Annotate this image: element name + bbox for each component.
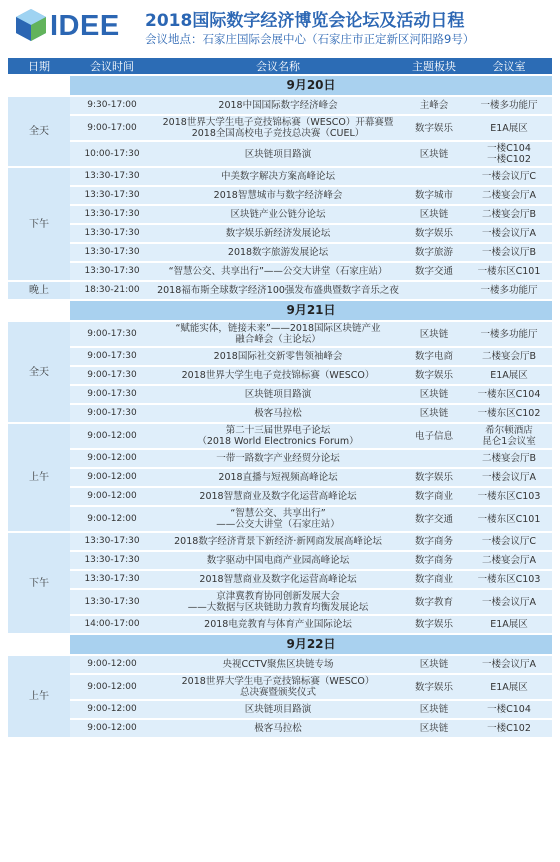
session-room: 一楼多功能厅 [466, 282, 552, 299]
table-row [8, 533, 552, 550]
session-theme [402, 168, 466, 185]
session-theme: 区块链 [402, 720, 466, 737]
session-theme: 数字电商 [402, 348, 466, 365]
schedule-table [8, 56, 552, 739]
session-theme: 数字旅游 [402, 244, 466, 261]
date-row [8, 635, 552, 654]
session-theme: 数字娱乐 [402, 225, 466, 242]
session-room: 二楼宴会厅B [466, 206, 552, 223]
table-row [8, 225, 552, 242]
session-time: 13:30-17:30 [70, 187, 154, 204]
session-time: 13:30-17:30 [70, 263, 154, 280]
session-room: 一楼东区C101 [466, 507, 552, 531]
column-header: 日期 [8, 58, 70, 74]
session-time: 13:30-17:30 [70, 244, 154, 261]
table-row [8, 367, 552, 384]
table-row [8, 590, 552, 614]
session-name: 中美数字解决方案高峰论坛 [154, 168, 402, 185]
table-row [8, 322, 552, 346]
session-room: 一楼C102 [466, 720, 552, 737]
session-theme [402, 282, 466, 299]
session-time: 9:00-12:00 [70, 469, 154, 486]
session-time: 9:00-12:00 [70, 675, 154, 699]
table-row [8, 386, 552, 403]
session-name: 区块链产业公链分论坛 [154, 206, 402, 223]
session-name: 数字娱乐新经济发展论坛 [154, 225, 402, 242]
date-row [8, 76, 552, 95]
segment-label: 晚上 [8, 282, 70, 299]
session-name: 2018世界大学生电子竞技锦标赛（WESCO） [154, 367, 402, 384]
session-time: 9:00-17:30 [70, 322, 154, 346]
session-room: 二楼宴会厅B [466, 348, 552, 365]
session-room: 一楼会议厅A [466, 469, 552, 486]
session-name: 区块链项目路演 [154, 386, 402, 403]
session-room: 一楼多功能厅 [466, 97, 552, 114]
session-name: 2018福布斯全球数字经济100强发布盛典暨数字音乐之夜 [154, 282, 402, 299]
table-row [8, 187, 552, 204]
session-room: 二楼宴会厅A [466, 187, 552, 204]
date-label: 9月20日 [70, 76, 552, 95]
table-row [8, 507, 552, 531]
session-time: 9:00-17:00 [70, 116, 154, 140]
table-row [8, 405, 552, 422]
column-header: 会议名称 [154, 58, 402, 74]
session-time: 9:00-12:00 [70, 450, 154, 467]
date-row [8, 301, 552, 320]
session-room: E1A展区 [466, 116, 552, 140]
session-theme: 数字交通 [402, 507, 466, 531]
spacer [8, 301, 70, 320]
session-time: 9:00-12:00 [70, 507, 154, 531]
session-theme: 数字城市 [402, 187, 466, 204]
session-name: 2018直播与短视频高峰论坛 [154, 469, 402, 486]
session-time: 13:30-17:30 [70, 552, 154, 569]
session-name: 2018中国国际数字经济峰会 [154, 97, 402, 114]
page-title: 2018国际数字经济博览会论坛及活动日程 [145, 11, 465, 31]
session-theme: 数字娱乐 [402, 616, 466, 633]
session-time: 9:00-12:00 [70, 656, 154, 673]
session-room: 一楼多功能厅 [466, 322, 552, 346]
session-theme: 数字教育 [402, 590, 466, 614]
table-row [8, 450, 552, 467]
schedule-body [8, 76, 552, 737]
session-time: 9:00-17:30 [70, 367, 154, 384]
table-row [8, 616, 552, 633]
table-row [8, 424, 552, 448]
table-row [8, 656, 552, 673]
session-time: 13:30-17:30 [70, 225, 154, 242]
session-time: 9:30-17:00 [70, 97, 154, 114]
session-time: 9:00-12:00 [70, 720, 154, 737]
session-time: 13:30-17:30 [70, 533, 154, 550]
session-time: 9:00-12:00 [70, 701, 154, 718]
session-name: 2018国际社交新零售领袖峰会 [154, 348, 402, 365]
session-name: 数字驱动中国电商产业园高峰论坛 [154, 552, 402, 569]
table-row [8, 488, 552, 505]
session-room: 一楼会议厅B [466, 244, 552, 261]
session-room: 一楼东区C103 [466, 571, 552, 588]
session-time: 10:00-17:30 [70, 142, 154, 166]
session-theme: 数字娱乐 [402, 469, 466, 486]
segment-label: 全天 [8, 322, 70, 422]
session-name: 极客马拉松 [154, 720, 402, 737]
spacer [8, 76, 70, 95]
session-theme: 数字商业 [402, 571, 466, 588]
session-room: 一楼C104 一楼C102 [466, 142, 552, 166]
session-time: 9:00-17:30 [70, 348, 154, 365]
session-time: 13:30-17:30 [70, 571, 154, 588]
session-theme: 区块链 [402, 405, 466, 422]
column-header: 会议室 [466, 58, 552, 74]
table-row [8, 720, 552, 737]
session-name: 2018世界大学生电子竞技锦标赛（WESCO）开幕赛暨 2018全国高校电子竞技总决赛（CUEL） [154, 116, 402, 140]
session-theme: 区块链 [402, 656, 466, 673]
column-header: 主题板块 [402, 58, 466, 74]
session-time: 9:00-12:00 [70, 488, 154, 505]
session-room: 一楼东区C102 [466, 405, 552, 422]
session-theme: 区块链 [402, 142, 466, 166]
session-name: 2018智慧商业及数字化运营高峰论坛 [154, 571, 402, 588]
table-row [8, 97, 552, 114]
session-name: “赋能实体，链接未来”——2018国际区块链产业 融合峰会（主论坛） [154, 322, 402, 346]
session-name: 2018数字旅游发展论坛 [154, 244, 402, 261]
table-row [8, 116, 552, 140]
session-name: “智慧公交、共享出行”——公交大讲堂（石家庄站） [154, 263, 402, 280]
session-theme: 区块链 [402, 701, 466, 718]
table-row [8, 263, 552, 280]
session-time: 13:30-17:30 [70, 206, 154, 223]
session-room: 一楼东区C101 [466, 263, 552, 280]
session-theme: 数字交通 [402, 263, 466, 280]
session-room: 一楼会议厅C [466, 168, 552, 185]
session-name: 区块链项目路演 [154, 701, 402, 718]
table-row [8, 206, 552, 223]
session-theme: 数字商务 [402, 552, 466, 569]
table-row [8, 282, 552, 299]
session-name: 一带一路数字产业经贸分论坛 [154, 450, 402, 467]
session-theme: 区块链 [402, 206, 466, 223]
table-row [8, 701, 552, 718]
date-label: 9月22日 [70, 635, 552, 654]
session-theme: 数字娱乐 [402, 367, 466, 384]
session-time: 13:30-17:30 [70, 590, 154, 614]
table-row [8, 348, 552, 365]
spacer [8, 635, 70, 654]
segment-label: 下午 [8, 168, 70, 280]
table-row [8, 675, 552, 699]
session-room: 一楼东区C104 [466, 386, 552, 403]
segment-label: 上午 [8, 656, 70, 737]
session-time: 18:30-21:00 [70, 282, 154, 299]
session-room: 一楼会议厅A [466, 590, 552, 614]
session-theme: 主峰会 [402, 97, 466, 114]
session-name: 2018智慧商业及数字化运营高峰论坛 [154, 488, 402, 505]
session-theme: 数字商业 [402, 488, 466, 505]
table-header-row [8, 58, 552, 74]
segment-label: 下午 [8, 533, 70, 633]
session-name: 极客马拉松 [154, 405, 402, 422]
session-room: 二楼宴会厅A [466, 552, 552, 569]
venue-text: 会议地点：石家庄国际会展中心（石家庄市正定新区河阳路9号） [145, 32, 475, 46]
session-time: 14:00-17:00 [70, 616, 154, 633]
session-name: “智慧公交、共享出行” ——公交大讲堂（石家庄站） [154, 507, 402, 531]
table-row [8, 244, 552, 261]
session-name: 2018智慧城市与数字经济峰会 [154, 187, 402, 204]
session-name: 2018电竞教育与体育产业国际论坛 [154, 616, 402, 633]
session-theme: 数字娱乐 [402, 116, 466, 140]
session-room: 一楼会议厅A [466, 225, 552, 242]
session-room: E1A展区 [466, 367, 552, 384]
session-room: 希尔顿酒店 昆仑1会议室 [466, 424, 552, 448]
date-label: 9月21日 [70, 301, 552, 320]
session-name: 第二十三届世界电子论坛 （2018 World Electronics Forum） [154, 424, 402, 448]
table-row [8, 571, 552, 588]
table-row [8, 469, 552, 486]
session-time: 13:30-17:30 [70, 168, 154, 185]
session-room: 一楼会议厅C [466, 533, 552, 550]
session-time: 9:00-12:00 [70, 424, 154, 448]
session-room: 一楼会议厅A [466, 656, 552, 673]
segment-label: 上午 [8, 424, 70, 531]
column-header: 会议时间 [70, 58, 154, 74]
idee-logo-icon [14, 8, 48, 42]
session-name: 2018数字经济背景下新经济·新网商发展高峰论坛 [154, 533, 402, 550]
session-room: E1A展区 [466, 616, 552, 633]
session-theme: 电子信息 [402, 424, 466, 448]
session-room: E1A展区 [466, 675, 552, 699]
table-row [8, 142, 552, 166]
session-theme: 数字娱乐 [402, 675, 466, 699]
session-room: 二楼宴会厅B [466, 450, 552, 467]
page-header [0, 0, 560, 52]
session-theme: 数字商务 [402, 533, 466, 550]
segment-label: 全天 [8, 97, 70, 166]
session-name: 2018世界大学生电子竞技锦标赛（WESCO） 总决赛暨颁奖仪式 [154, 675, 402, 699]
table-row [8, 168, 552, 185]
session-room: 一楼东区C103 [466, 488, 552, 505]
session-theme [402, 450, 466, 467]
session-name: 央视CCTV聚焦区块链专场 [154, 656, 402, 673]
session-time: 9:00-17:30 [70, 405, 154, 422]
session-name: 京津冀教育协同创新发展大会 ——大数据与区块链助力教育均衡发展论坛 [154, 590, 402, 614]
brand-name: IDEE [50, 10, 120, 42]
session-theme: 区块链 [402, 322, 466, 346]
table-row [8, 552, 552, 569]
session-time: 9:00-17:30 [70, 386, 154, 403]
session-room: 一楼C104 [466, 701, 552, 718]
session-name: 区块链项目路演 [154, 142, 402, 166]
session-theme: 区块链 [402, 386, 466, 403]
